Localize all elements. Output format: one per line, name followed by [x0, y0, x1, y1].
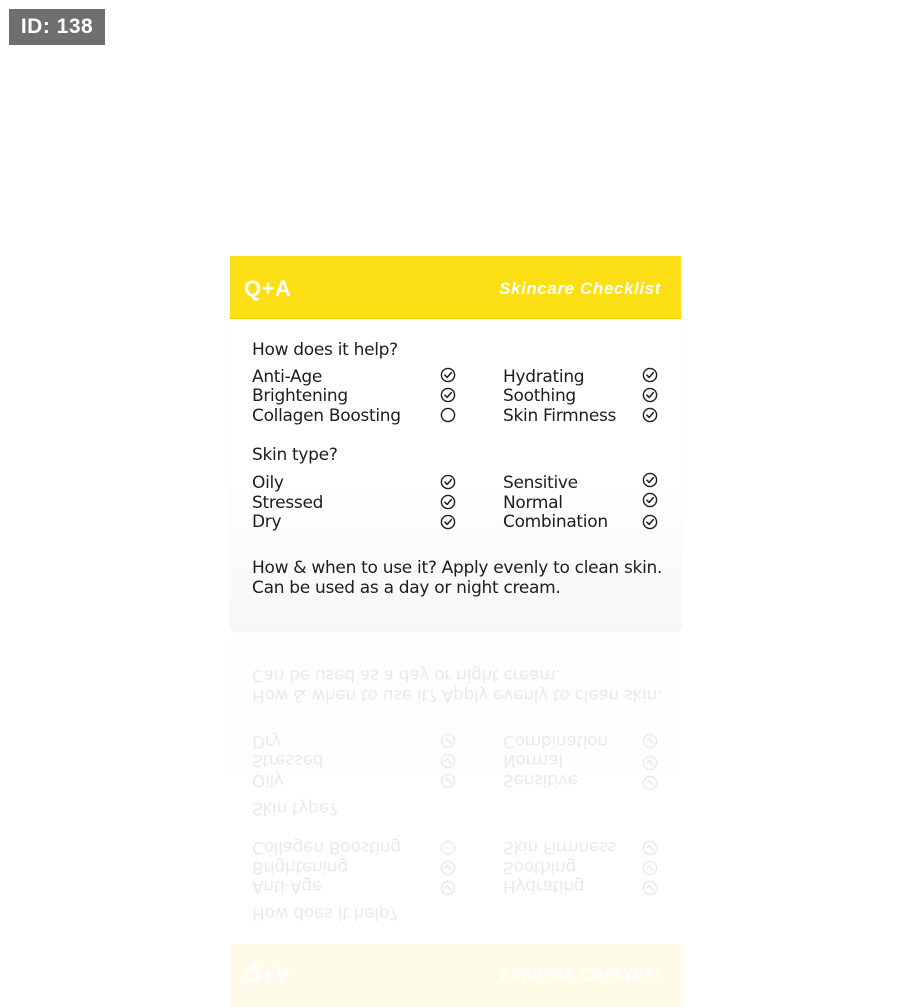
reflection-check-circle-icon — [440, 773, 456, 789]
reflection-brand-logo: Q+A — [244, 962, 292, 987]
reflection-check-circle-icon — [642, 880, 658, 896]
check-circle-icon — [440, 367, 456, 383]
reflection-skin-item-normal: Normal — [503, 750, 563, 770]
reflection-check-circle-icon — [642, 755, 658, 771]
reflection-help-item-soothing: Soothing — [503, 857, 576, 877]
reflection-help-item-hydrating: Hydrating — [503, 876, 585, 896]
reflection-card — [230, 633, 681, 1007]
usage-text-line-2: Can be used as a day or night cream. — [252, 578, 561, 598]
brand-logo: Q+A — [244, 276, 292, 301]
skincare-checklist-card — [230, 256, 681, 630]
check-circle-icon — [642, 472, 658, 488]
reflection-empty-circle-icon — [440, 840, 456, 856]
reflection-help-item-anti-age: Anti-Age — [252, 876, 323, 896]
reflection-skin-item-stressed: Stressed — [252, 750, 324, 770]
reflection-help-item-brightening: Brightening — [252, 857, 348, 877]
check-circle-icon — [642, 492, 658, 508]
check-circle-icon — [440, 514, 456, 530]
card-title: Skincare Checklist — [499, 279, 661, 298]
reflection-check-circle-icon — [440, 860, 456, 876]
reflection-header-band — [230, 944, 681, 1007]
help-item-collagen-boosting: Collagen Boosting — [252, 406, 401, 426]
help-item-brightening: Brightening — [252, 386, 348, 406]
check-circle-icon — [440, 387, 456, 403]
help-item-hydrating: Hydrating — [503, 367, 585, 387]
check-circle-icon — [642, 387, 658, 403]
reflection-skin-item-oily: Oily — [252, 770, 284, 790]
help-heading: How does it help? — [252, 340, 398, 360]
card-reflection — [230, 633, 681, 987]
skin-type-heading: Skin type? — [252, 445, 338, 465]
skin-item-normal: Normal — [503, 493, 563, 513]
reflection-help-heading: How does it help? — [252, 903, 398, 923]
skin-item-sensitive: Sensitive — [503, 473, 578, 493]
reflection-check-circle-icon — [440, 753, 456, 769]
reflection-check-circle-icon — [642, 775, 658, 791]
reflection-help-item-skin-firmness: Skin Firmness — [503, 837, 617, 857]
header-band — [230, 256, 681, 319]
check-circle-icon — [642, 514, 658, 530]
id-badge: ID: 138 — [9, 9, 105, 45]
skin-item-dry: Dry — [252, 512, 282, 532]
check-circle-icon — [440, 474, 456, 490]
reflection-card-title: Skincare Checklist — [499, 965, 661, 984]
check-circle-icon — [440, 494, 456, 510]
help-item-anti-age: Anti-Age — [252, 367, 323, 387]
check-circle-icon — [642, 367, 658, 383]
reflection-check-circle-icon — [642, 733, 658, 749]
reflection-skin-item-combination: Combination — [503, 731, 608, 751]
check-circle-icon — [642, 407, 658, 423]
reflection-help-item-collagen-boosting: Collagen Boosting — [252, 837, 401, 857]
help-item-soothing: Soothing — [503, 386, 576, 406]
reflection-check-circle-icon — [642, 840, 658, 856]
reflection-mirror — [230, 633, 681, 1007]
reflection-skin-item-dry: Dry — [252, 731, 282, 751]
reflection-check-circle-icon — [440, 733, 456, 749]
skin-item-stressed: Stressed — [252, 493, 324, 513]
reflection-check-circle-icon — [440, 880, 456, 896]
reflection-skin-item-sensitive: Sensitive — [503, 770, 578, 790]
skin-item-oily: Oily — [252, 473, 284, 493]
help-item-skin-firmness: Skin Firmness — [503, 406, 617, 426]
usage-text-line-1: How & when to use it? Apply evenly to clean skin. — [252, 558, 663, 578]
empty-circle-icon — [440, 407, 456, 423]
reflection-usage-text-line-1: How & when to use it? Apply evenly to clean skin. — [252, 685, 663, 705]
reflection-skin-type-heading: Skin type? — [252, 798, 338, 818]
skin-item-combination: Combination — [503, 512, 608, 532]
reflection-check-circle-icon — [642, 860, 658, 876]
reflection-usage-text-line-2: Can be used as a day or night cream. — [252, 665, 561, 685]
